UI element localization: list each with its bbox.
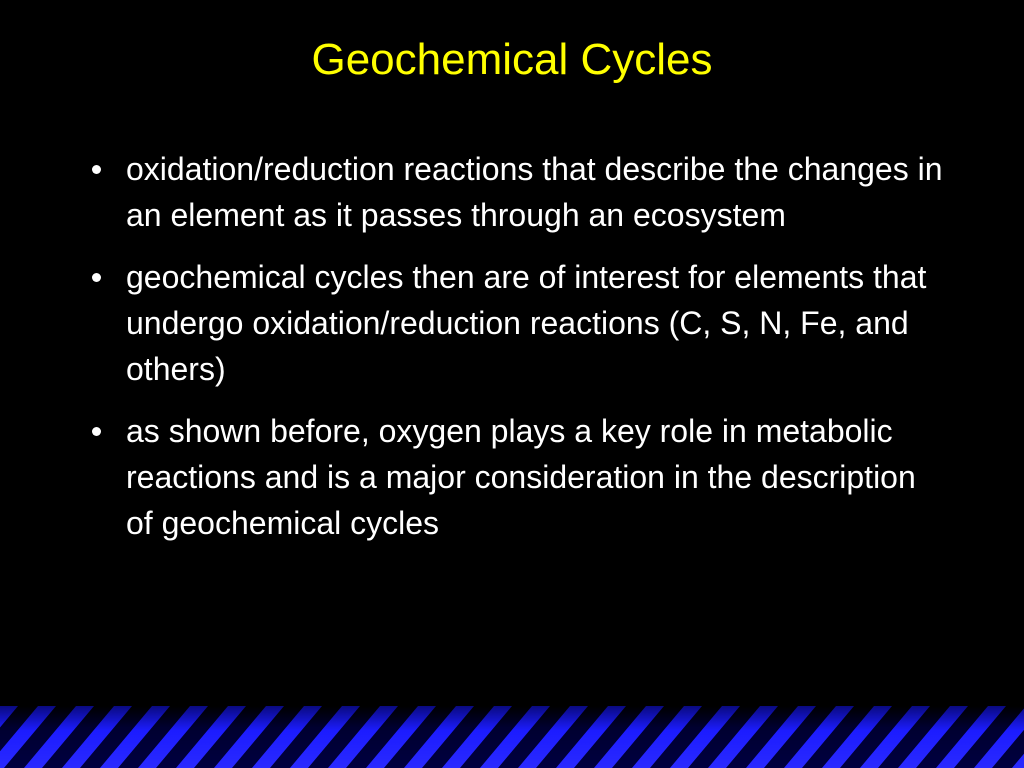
bullet-dot-icon [92,165,101,174]
bullet-item [86,146,946,238]
bullet-item [86,254,946,392]
bullet-text: geochemical cycles then are of interest for elements that undergo oxidation/reduction reactions (C, S, N, Fe, and others) [126,259,927,387]
bullet-dot-icon [92,427,101,436]
bullet-dot-icon [92,273,101,282]
slide-title: Geochemical Cycles [311,35,713,84]
bullet-text: oxidation/reduction reactions that describe the changes in an element as it passes through an ecosystem [126,151,943,233]
bullet-list [86,146,946,562]
bullet-text: as shown before, oxygen plays a key role in metabolic reactions and is a major consideration in the description of geochemical cycles [126,413,916,541]
bullet-item [86,408,946,546]
footer-stripe-band [0,706,1024,768]
diagonal-stripes-decoration [0,706,1024,768]
